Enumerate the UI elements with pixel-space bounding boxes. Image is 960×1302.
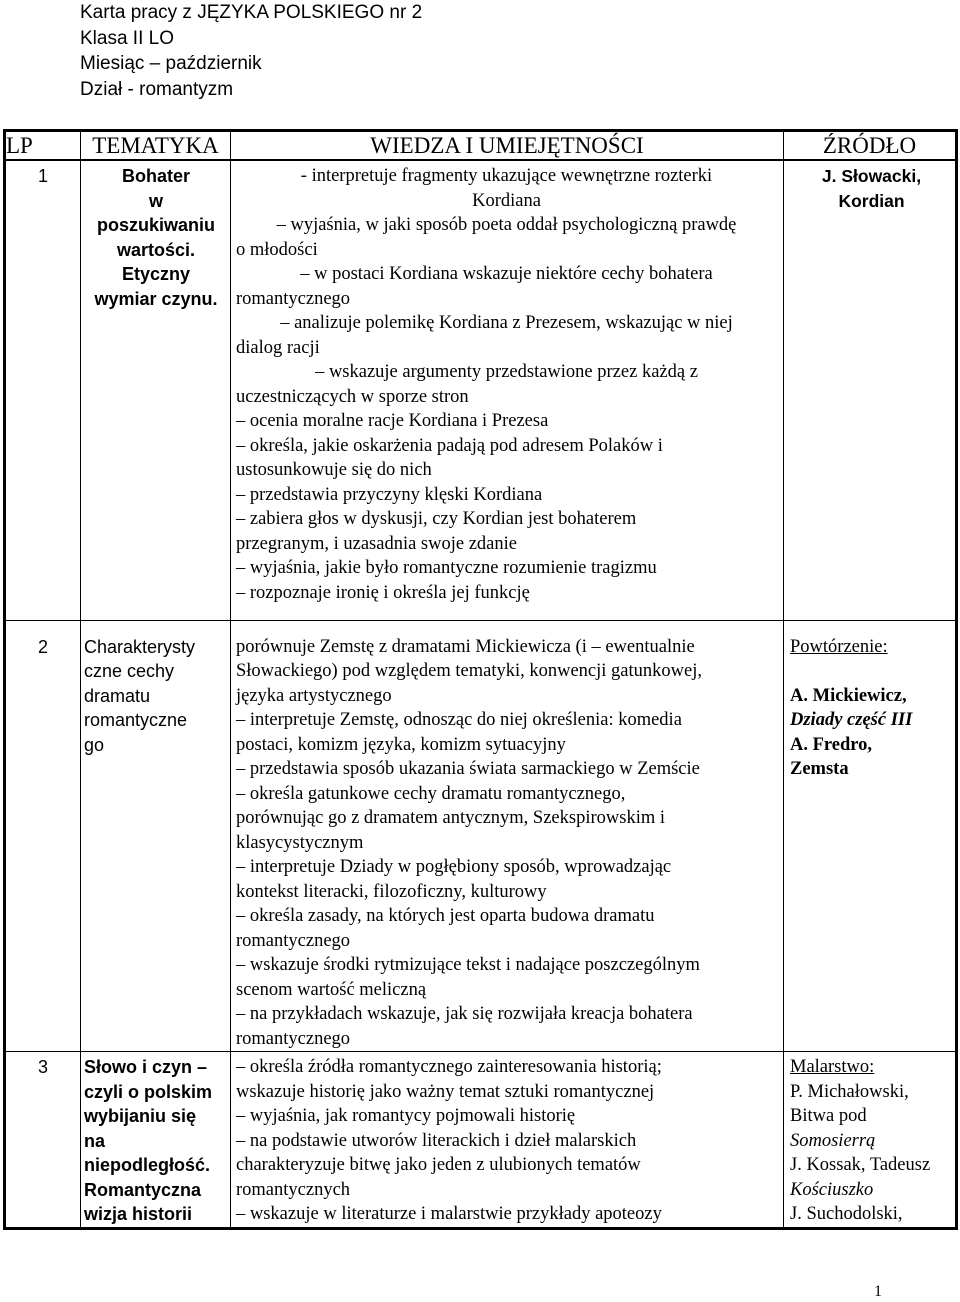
topic-line: na bbox=[84, 1130, 106, 1151]
row-number: 2 bbox=[5, 620, 81, 1052]
source-line: J. Kossak, Tadeusz bbox=[790, 1155, 931, 1175]
header-title: Karta pracy z JĘZYKA POLSKIEGO nr 2 bbox=[80, 2, 423, 23]
topic-line: Charakterysty bbox=[84, 636, 196, 657]
skill-line: – wskazuje środki rytmizujące tekst i nadające poszczególnym bbox=[236, 955, 700, 975]
skill-line: Kordiana bbox=[472, 190, 541, 211]
skill-line: – określa gatunkowe cechy dramatu romantycznego, bbox=[236, 783, 626, 804]
skill-line: – na podstawie utworów literackich i dzieł malarskich bbox=[236, 1130, 637, 1151]
skill-line: – określa źródła romantycznego zainteresowania historią; bbox=[236, 1057, 662, 1077]
topic-cell bbox=[81, 160, 231, 620]
skill-line: – rozpoznaje ironię i określa jej funkcję bbox=[236, 582, 530, 603]
topic-line: Etyczny bbox=[121, 264, 191, 284]
topic-line: wymiar czynu. bbox=[94, 288, 218, 309]
source-line: Kordian bbox=[838, 190, 905, 211]
source-line: Dziady część III bbox=[790, 710, 913, 730]
skill-line: – wskazuje argumenty przedstawione przez każdą z bbox=[315, 362, 698, 382]
source-cell bbox=[784, 620, 957, 1052]
skill-line: porównując go z dramatem antycznym, Szekspirowskim i bbox=[236, 808, 665, 828]
skill-line: – interpretuje Zemstę, odnosząc do niej określenia: komedia bbox=[236, 710, 682, 730]
skill-line: – ocenia moralne racje Kordiana i Prezesa bbox=[236, 411, 549, 431]
topic-line: dramatu bbox=[84, 685, 151, 706]
skill-line: – analizuje polemikę Kordiana z Prezesem, wskazując w niej bbox=[280, 313, 733, 333]
topic-line: wizja historii bbox=[84, 1204, 193, 1224]
topic-line: wartości. bbox=[116, 239, 196, 260]
skill-line: – wskazuje w literaturze i malarstwie przykłady apoteozy bbox=[236, 1204, 662, 1224]
skill-line: – wyjaśnia, jak romantycy pojmowali historię bbox=[236, 1106, 576, 1126]
topic-line: Romantyczna bbox=[84, 1179, 202, 1200]
skill-line: – przedstawia sposób ukazania świata sarmackiego w Zemście bbox=[236, 759, 700, 779]
header-class: Klasa II LO bbox=[80, 27, 174, 49]
source-line: P. Michałowski, bbox=[790, 1081, 909, 1102]
page-number: 1 bbox=[874, 1283, 882, 1300]
skill-line: przegranym, i uzasadnia swoje zdanie bbox=[236, 533, 517, 554]
topic-cell bbox=[81, 620, 231, 1052]
skill-line: wskazuje historię jako ważny temat sztuki romantycznej bbox=[236, 1081, 655, 1102]
source-cell bbox=[784, 160, 957, 620]
skill-line: charakteryzuje bitwę jako jeden z ulubionych tematów bbox=[236, 1155, 641, 1175]
skill-line: dialog racji bbox=[236, 337, 320, 358]
table-header-row bbox=[5, 131, 957, 161]
table-row bbox=[5, 1052, 957, 1229]
document-header bbox=[80, 0, 422, 102]
source-cell bbox=[784, 1052, 957, 1229]
curriculum-table bbox=[3, 129, 958, 1230]
skill-line: – przedstawia przyczyny klęski Kordiana bbox=[236, 484, 543, 505]
topic-line: wybijaniu się bbox=[84, 1106, 197, 1126]
row-number: 3 bbox=[5, 1052, 81, 1229]
skill-line: – na przykładach wskazuje, jak się rozwijała kreacja bohatera bbox=[236, 1004, 693, 1024]
skill-line: romantycznego bbox=[236, 288, 351, 309]
source-line: Somosierrą bbox=[790, 1130, 876, 1151]
topic-line: poszukiwaniu bbox=[96, 215, 215, 235]
header-zrodlo: ŹRÓDŁO bbox=[784, 131, 957, 161]
skill-line: o młodości bbox=[236, 239, 318, 260]
skill-line: uczestniczących w sporze stron bbox=[236, 386, 469, 407]
skill-line: – w postaci Kordiana wskazuje niektóre cechy bohatera bbox=[300, 264, 713, 284]
source-line: Kościuszko bbox=[790, 1179, 874, 1200]
skill-line: – określa, jakie oskarżenia padają pod adresem Polaków i bbox=[236, 435, 663, 456]
source-line: Powtórzenie: bbox=[790, 636, 888, 657]
topic-line: Bohater bbox=[121, 166, 190, 186]
skill-line: – wyjaśnia, jakie było romantyczne rozumienie tragizmu bbox=[236, 558, 657, 578]
skills-cell bbox=[231, 620, 784, 1052]
header-tematyka: TEMATYKA bbox=[81, 131, 231, 161]
table-row bbox=[5, 620, 957, 1052]
source-line: Zemsta bbox=[790, 759, 849, 779]
skill-line: języka artystycznego bbox=[236, 685, 392, 706]
skill-line: – zabiera głos w dyskusji, czy Kordian jest bohaterem bbox=[236, 509, 637, 529]
table-row bbox=[5, 160, 957, 620]
source-line: A. Mickiewicz, bbox=[790, 685, 907, 706]
skill-line: postaci, komizm języka, komizm sytuacyjny bbox=[236, 734, 566, 755]
skill-line: romantycznego bbox=[236, 930, 351, 951]
skill-line: romantycznego bbox=[236, 1028, 351, 1049]
source-line bbox=[790, 659, 953, 684]
topic-cell bbox=[81, 1052, 231, 1229]
source-line: J. Słowacki, bbox=[821, 166, 922, 186]
topic-line: w bbox=[148, 190, 163, 211]
skill-line: – interpretuje Dziady w pogłębiony sposób, wprowadzając bbox=[236, 857, 672, 877]
source-line: Malarstwo: bbox=[790, 1057, 875, 1077]
header-wiedza: WIEDZA I UMIEJĘTNOŚCI bbox=[231, 131, 784, 161]
skill-line: klasycystycznym bbox=[236, 832, 364, 853]
skills-cell bbox=[231, 160, 784, 620]
source-line: J. Suchodolski, bbox=[790, 1204, 903, 1224]
topic-line: niepodległość. bbox=[84, 1155, 211, 1175]
skill-line: scenom wartość meliczną bbox=[236, 979, 427, 1000]
source-line: A. Fredro, bbox=[790, 734, 873, 755]
skill-line: - interpretuje fragmenty ukazujące wewnętrzne rozterki bbox=[300, 166, 713, 186]
topic-line: czyli o polskim bbox=[84, 1081, 213, 1102]
topic-line: romantyczne bbox=[84, 710, 188, 730]
topic-line: czne cechy bbox=[84, 661, 175, 681]
skill-line: porównuje Zemstę z dramatami Mickiewicza (i – ewentualnie bbox=[236, 636, 695, 657]
skills-cell bbox=[231, 1052, 784, 1229]
row-number: 1 bbox=[5, 160, 81, 620]
skill-line: – wyjaśnia, w jaki sposób poeta oddał psychologiczną prawdę bbox=[276, 215, 737, 235]
skill-line: kontekst literacki, filozoficzny, kulturowy bbox=[236, 881, 547, 902]
skill-line: ustosunkowuje się do nich bbox=[236, 460, 432, 480]
skill-line: – określa zasady, na których jest oparta budowa dramatu bbox=[236, 906, 655, 926]
topic-line: go bbox=[84, 734, 105, 755]
header-section: Dział - romantyzm bbox=[80, 78, 234, 100]
source-line: Bitwa pod bbox=[790, 1106, 867, 1126]
skill-line: romantycznych bbox=[236, 1179, 351, 1200]
header-month: Miesiąc – październik bbox=[80, 53, 262, 74]
header-lp: LP bbox=[5, 131, 81, 161]
topic-line: Słowo i czyn – bbox=[84, 1057, 208, 1077]
skill-line: Słowackiego) pod względem tematyki, konwencji gatunkowej, bbox=[236, 661, 702, 681]
